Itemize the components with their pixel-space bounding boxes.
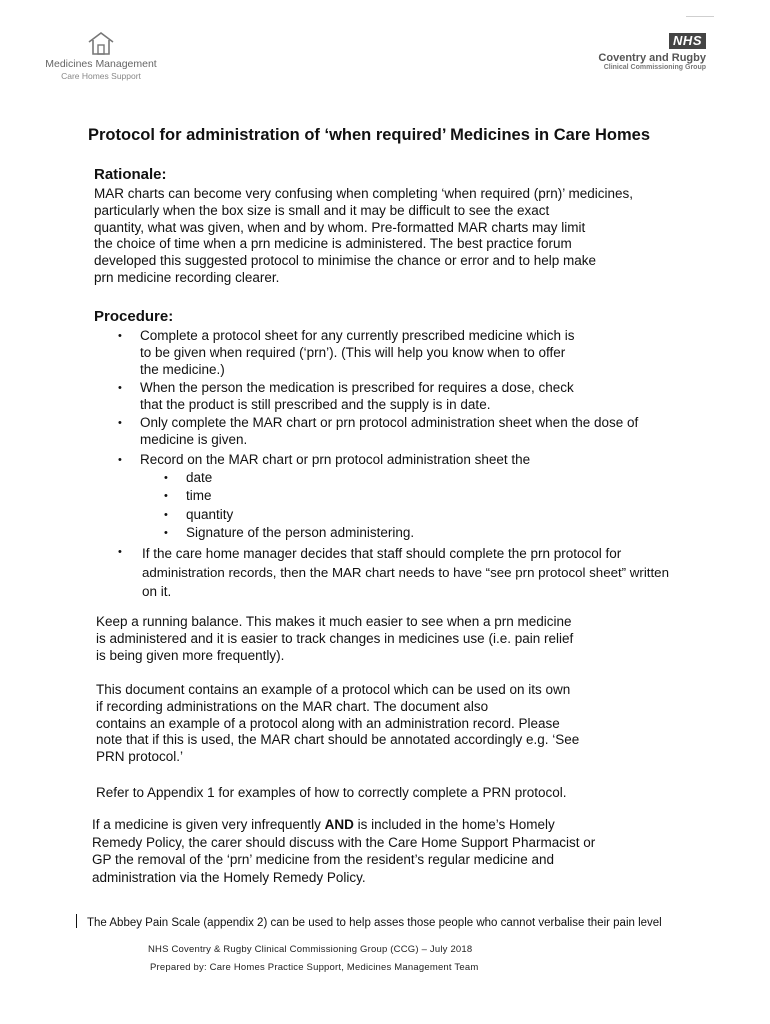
paragraph-line: is administered and it is easier to track changes in medicines use (i.e. pain relief: [96, 630, 574, 646]
medicines-management-logo: [36, 30, 166, 81]
sub-bullet-icon: •: [164, 472, 168, 484]
rationale-line: particularly when the box size is small and it may be difficult to see the exact: [94, 202, 550, 218]
procedure-item: [140, 452, 530, 469]
paragraph-line: This document contains an example of a protocol which can be used on its own: [96, 682, 571, 697]
paragraph-line: note that if this is used, the MAR chart should be annotated accordingly e.g. ‘See: [96, 732, 580, 748]
paragraph-line: Keep a running balance. This makes it much easier to see when a prn medicine: [96, 614, 572, 629]
footer-line-2: Prepared by: Care Homes Practice Support, Medicines Management Team: [150, 962, 479, 973]
pain-scale-note: [76, 914, 662, 929]
sub-item-time: time: [186, 488, 212, 503]
procedure-item-line: If the care home manager decides that staff should complete the prn protocol for: [142, 546, 622, 561]
rationale-line: the choice of time when a prn medicine is administered. The best practice forum: [94, 236, 572, 252]
paragraph-line: PRN protocol.’: [96, 749, 184, 765]
appendix-paragraph: Refer to Appendix 1 for examples of how to correctly complete a PRN protocol.: [96, 785, 567, 800]
document-paragraph: [96, 682, 579, 766]
bullet-icon: •: [118, 330, 122, 342]
procedure-heading: Procedure:: [94, 308, 174, 325]
margin-bar: [76, 914, 77, 928]
paragraph-line: is being given more frequently).: [96, 647, 285, 663]
homely-text-part2: is included in the home’s Homely: [353, 817, 555, 832]
homely-remedy-paragraph: [92, 816, 595, 886]
sub-bullet-icon: •: [164, 509, 168, 521]
procedure-item-line: medicine is given.: [140, 431, 248, 447]
paragraph-line: administration via the Homely Remedy Policy.: [92, 869, 366, 885]
bullet-icon: •: [118, 454, 122, 466]
sub-bullet-icon: •: [164, 490, 168, 502]
sub-item-signature: Signature of the person administering.: [186, 525, 415, 540]
top-rule: [686, 16, 714, 17]
procedure-item-line: to be given when required (‘prn’). (This will help you know when to offer: [140, 344, 566, 360]
nhs-ccg-logo: [598, 32, 706, 71]
paragraph-line: if recording administrations on the MAR chart. The document also: [96, 698, 489, 714]
rationale-line: developed this suggested protocol to minimise the chance or error and to help make: [94, 253, 597, 269]
homely-text-part1: If a medicine is given very infrequently: [92, 817, 325, 832]
bullet-icon: •: [118, 417, 122, 429]
nhs-badge: NHS: [669, 33, 706, 49]
procedure-item: [142, 544, 669, 601]
paragraph-line: [92, 816, 595, 834]
procedure-item-line: Record on the MAR chart or prn protocol administration sheet the: [140, 452, 531, 467]
procedure-item: [140, 415, 638, 449]
rationale-heading: Rationale:: [94, 166, 167, 183]
homely-emphasis: AND: [324, 817, 354, 832]
sub-item-quantity: quantity: [186, 507, 234, 522]
procedure-item-line: on it.: [142, 584, 172, 599]
procedure-item-line: Complete a protocol sheet for any currently prescribed medicine which is: [140, 328, 575, 343]
procedure-item-line: When the person the medication is prescribed for requires a dose, check: [140, 380, 574, 395]
paragraph-line: contains an example of a protocol along with an administration record. Please: [96, 715, 560, 731]
footer-line-1: NHS Coventry & Rugby Clinical Commissioning Group (CCG) – July 2018: [148, 944, 473, 955]
ccg-name: Coventry and Rugby: [598, 52, 706, 64]
procedure-item: [140, 328, 574, 378]
sub-bullet-icon: •: [164, 527, 168, 539]
ccg-subtitle: Clinical Commissioning Group: [603, 64, 706, 71]
rationale-line: quantity, what was given, when and by whom. Pre-formatted MAR charts may limit: [94, 219, 586, 235]
paragraph-line: GP the removal of the ‘prn’ medicine from the resident’s regular medicine and: [92, 852, 554, 867]
procedure-item: [140, 380, 574, 414]
document-title: Protocol for administration of ‘when required’ Medicines in Care Homes: [88, 126, 651, 144]
bullet-icon: •: [118, 546, 122, 558]
bullet-icon: •: [118, 382, 122, 394]
procedure-item-line: Only complete the MAR chart or prn protocol administration sheet when the dose of: [140, 415, 639, 430]
house-icon: [86, 30, 116, 56]
procedure-item-line: the medicine.): [140, 361, 225, 377]
logo-title: Medicines Management: [45, 58, 157, 70]
logo-subtitle: Care Homes Support: [61, 71, 141, 81]
sub-item-date: date: [186, 470, 213, 485]
rationale-line: MAR charts can become very confusing when completing ‘when required (prn)’ medicines,: [94, 186, 633, 201]
paragraph-line: Remedy Policy, the carer should discuss with the Care Home Support Pharmacist or: [92, 834, 596, 850]
procedure-item-line: administration records, then the MAR chart needs to have “see prn protocol sheet” written: [142, 565, 669, 580]
balance-paragraph: [96, 614, 573, 664]
pain-scale-text: The Abbey Pain Scale (appendix 2) can be used to help asses those people who cannot verbalise their pain level: [87, 917, 662, 929]
procedure-item-line: that the product is still prescribed and the supply is in date.: [140, 396, 491, 412]
rationale-line: prn medicine recording clearer.: [94, 269, 280, 285]
rationale-text: [94, 186, 633, 287]
